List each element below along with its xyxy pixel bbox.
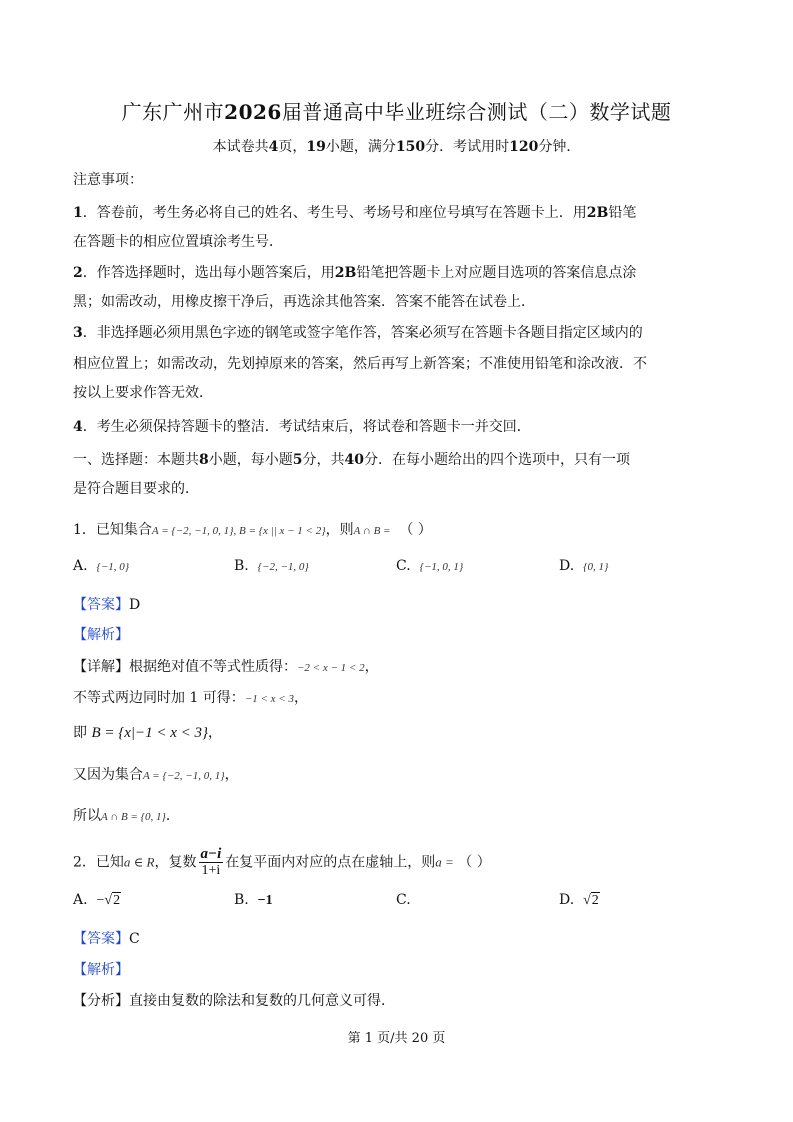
section-heading-cont: 是符合题目要求的． [73, 481, 199, 497]
option-label: C. [396, 892, 411, 908]
section-heading [73, 450, 630, 470]
info-text: 页， [278, 139, 307, 155]
option-label: B. [234, 558, 249, 574]
option-label: A. [73, 892, 88, 908]
fraction-denominator: 1+i [201, 863, 221, 878]
question-1-stem [73, 520, 432, 541]
minus-sign: − [96, 893, 105, 908]
info-text: 小题，满分 [325, 139, 396, 155]
notice-text: 铅笔把答题卡上对应题目选项的答案信息点涂 [356, 265, 637, 281]
detail-text: ， [208, 725, 223, 741]
notice-item-1-cont: 在答题卡的相应位置填涂考生号． [73, 234, 283, 250]
q2-text: 在复平面内对应的点在虚轴上，则 [225, 854, 436, 871]
notice-num: 4 [73, 419, 83, 435]
q2-fraction [199, 846, 224, 879]
section-text: 一、选择题：本题共 [73, 452, 199, 468]
notice-item-1 [73, 203, 636, 223]
answer-tag: 【答案】 [73, 931, 129, 947]
notice-text: ．非选择题必须用黑色字迹的钢笔或签字笔作答，答案必须写在答题卡各题目指定区域内的 [82, 325, 643, 341]
info-text: 分．考试用时 [425, 139, 510, 155]
q2-option-b [234, 892, 273, 909]
detail-text: 即 [73, 725, 87, 741]
title-year: 2026 [224, 100, 282, 124]
q1-analysis-tag [73, 625, 129, 645]
section-text: 分．在每小题给出的四个选项中，只有一项 [363, 452, 630, 468]
question-2-stem [73, 846, 491, 879]
info-text: 分钟． [538, 139, 581, 155]
q1-text: ，则 [325, 522, 354, 538]
notice-text: ．答卷前，考生务必将自己的姓名、考生号、考场号和座位号填写在答题卡上．用 [82, 205, 587, 221]
fraction-numerator: a−i [200, 846, 222, 862]
notice-item-3 [73, 323, 643, 343]
section-points: 5 [292, 452, 303, 468]
q2-answer [73, 929, 140, 949]
q2-analysis-tag [73, 960, 129, 980]
radicand: 2 [591, 893, 599, 908]
detail-math: A = {−2, −1, 0, 1} [143, 770, 225, 782]
option-label: C. [396, 558, 411, 574]
q2-text: ，复数 [154, 854, 197, 871]
q1-answer-blank: （ ） [399, 522, 432, 538]
option-value: −1 [257, 893, 273, 908]
info-text: 本试卷共 [212, 139, 269, 155]
info-score: 150 [395, 139, 426, 155]
detail-text: ， [293, 690, 308, 706]
fenxi-text: 直接由复数的除法和复数的几何意义可得． [129, 993, 395, 1009]
section-count: 8 [199, 452, 209, 468]
q2-answer-blank: （ ） [458, 854, 491, 871]
q1-detail-line-2 [73, 688, 308, 709]
exam-info [0, 136, 793, 156]
q1-option-d [559, 558, 608, 574]
q2-option-a [73, 892, 121, 909]
option-value: {−2, −1, 0} [257, 561, 309, 573]
info-time: 120 [509, 139, 539, 155]
detail-math: −2 < x − 1 < 2 [297, 662, 365, 674]
q2-ask: a = [435, 854, 454, 870]
option-value: √2 [583, 893, 599, 908]
q1-text: 1．已知集合 [73, 522, 152, 538]
analysis-tag: 【解析】 [73, 627, 129, 643]
q1-option-b [234, 558, 309, 574]
page-title [0, 96, 793, 125]
q1-detail-line-4 [73, 765, 239, 786]
notice-heading: 注意事项： [73, 172, 143, 188]
q1-answer [73, 595, 140, 615]
notice-item-3-cont: 相应位置上；如需改动，先划掉原来的答案，然后再写上新答案；不准使用铅笔和涂改液．不 [73, 356, 647, 372]
info-questions: 19 [306, 139, 326, 155]
option-value: −√2 [96, 893, 121, 908]
fenxi-tag: 【分析】 [73, 993, 129, 1009]
q2-option-d [559, 892, 600, 909]
notice-item-2 [73, 263, 636, 283]
q1-detail-line-1 [73, 657, 379, 678]
detail-text: ， [364, 659, 379, 675]
detail-text: 根据绝对值不等式性质得： [129, 659, 297, 675]
notice-text: 铅笔 [608, 205, 637, 221]
notice-item-2-cont: 黑；如需改动，用橡皮擦干净后，再选涂其他答案．答案不能答在试卷上． [73, 294, 535, 310]
q2-option-c [396, 892, 411, 908]
option-label: B. [234, 892, 249, 908]
detail-text: ． [165, 808, 180, 824]
info-pages: 4 [268, 139, 279, 155]
option-label: A. [73, 558, 88, 574]
detail-text: 所以 [73, 808, 101, 824]
option-value: {−1, 0} [96, 561, 130, 573]
answer-value: D [129, 597, 141, 613]
detail-math: B = {x|−1 < x < 3} [91, 725, 209, 741]
detail-math: A ∩ B = {0, 1} [101, 811, 166, 823]
title-region: 广东广州市 [121, 100, 225, 124]
detail-text: 不等式两边同时加 1 可得： [73, 690, 245, 706]
q2-text: 2．已知 [73, 854, 124, 871]
notice-item-3-cont2: 按以上要求作答无效． [73, 385, 213, 401]
q2-fenxi [73, 991, 395, 1011]
q1-intersection-expression: A ∩ B = [353, 525, 391, 537]
notice-num: 3 [73, 325, 83, 341]
q1-option-c [396, 558, 463, 574]
section-total: 40 [344, 452, 364, 468]
notice-num: 2 [73, 265, 83, 281]
radicand: 2 [113, 893, 121, 908]
detail-tag: 【详解】 [73, 659, 129, 675]
analysis-tag: 【解析】 [73, 962, 129, 978]
q1-option-a [73, 558, 129, 574]
option-value: {−1, 0, 1} [419, 561, 464, 573]
q1-set-expression: A = {−2, −1, 0, 1}, B = {x || x − 1 < 2} [151, 525, 326, 537]
answer-tag: 【答案】 [73, 597, 129, 613]
answer-value: C [129, 931, 140, 947]
option-value: {0, 1} [583, 561, 609, 573]
notice-num: 1 [73, 205, 83, 221]
notice-pencil: 2B [586, 205, 609, 221]
q1-detail-line-5 [73, 806, 180, 827]
option-label: D. [559, 892, 575, 908]
notice-pencil: 2B [334, 265, 357, 281]
page-number: 第 1 页/共 20 页 [347, 1031, 446, 1046]
notice-item-4 [73, 417, 531, 437]
detail-text: ， [224, 767, 239, 783]
q1-detail-line-3 [73, 723, 222, 743]
q2-condition: a ∈ R [123, 854, 155, 870]
detail-text: 又因为集合 [73, 767, 143, 783]
section-text: 分，共 [302, 452, 345, 468]
title-exam-name: 届普通高中毕业班综合测试（二）数学试题 [281, 100, 672, 124]
notice-text: ．考生必须保持答题卡的整洁．考试结束后，将试卷和答题卡一并交回． [82, 419, 531, 435]
detail-math: −1 < x < 3 [244, 693, 294, 705]
option-label: D. [559, 558, 575, 574]
section-text: 小题，每小题 [208, 452, 293, 468]
notice-text: ．作答选择题时，选出每小题答案后，用 [82, 265, 335, 281]
